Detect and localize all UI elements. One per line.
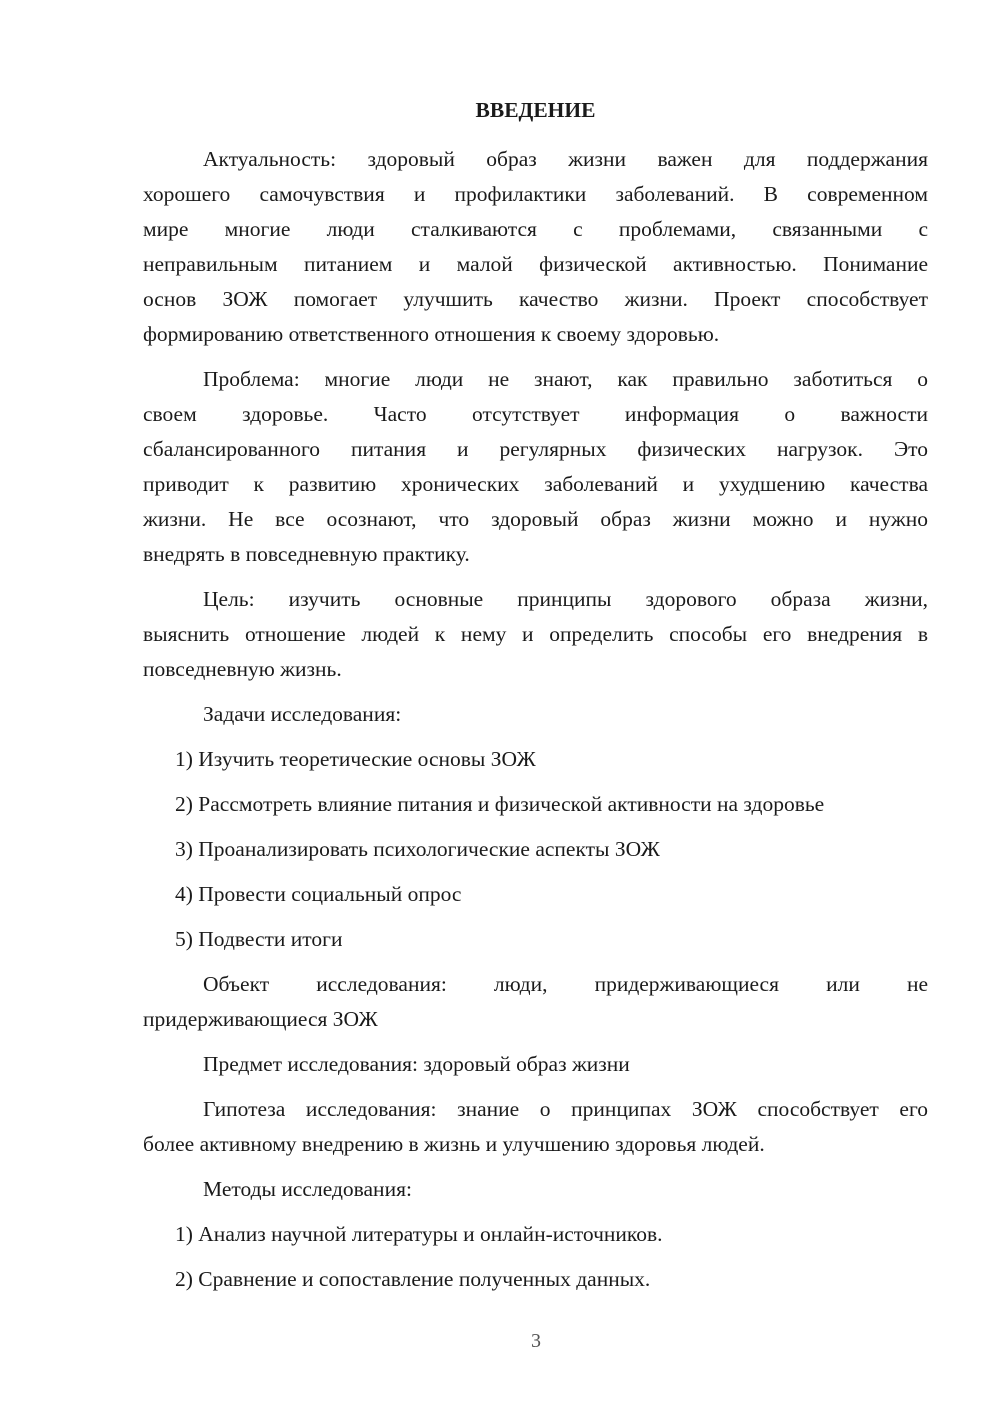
text-line: повседневную жизнь. (143, 657, 342, 681)
paragraph (143, 1047, 928, 1082)
text-line: придерживающиеся ЗОЖ (143, 1007, 378, 1031)
text-line: мире многие люди сталкиваются с проблемами, связанными с (143, 217, 928, 241)
text-line: формированию ответственного отношения к своему здоровью. (143, 322, 720, 346)
text-line: Актуальность: здоровый образ жизни важен для поддержания (203, 147, 928, 171)
text-line: жизни. Не все осознают, что здоровый образ жизни можно и нужно (143, 507, 928, 531)
text-line: хорошего самочувствия и профилактики заболеваний. В современном (143, 182, 928, 206)
text-line: Цель: изучить основные принципы здорового образа жизни, (203, 587, 928, 611)
list-item: 2) Рассмотреть влияние питания и физической активности на здоровье (175, 792, 825, 816)
text-line: своем здоровье. Часто отсутствует информация о важности (143, 402, 928, 426)
text-line: Задачи исследования: (203, 702, 402, 726)
text-line: выяснить отношение людей к нему и определить способы его внедрения в (143, 622, 928, 646)
list-item: 2) Сравнение и сопоставление полученных данных. (175, 1267, 651, 1291)
section-title: ВВЕДЕНИЕ (475, 98, 596, 122)
page-number: 3 (531, 1330, 541, 1352)
text-line: неправильным питанием и малой физической активностью. Понимание (143, 252, 928, 276)
text-line: основ ЗОЖ помогает улучшить качество жизни. Проект способствует (143, 287, 928, 311)
paragraph (143, 362, 928, 572)
list-item: 1) Изучить теоретические основы ЗОЖ (175, 747, 536, 771)
text-line: Методы исследования: (203, 1177, 412, 1201)
text-line: приводит к развитию хронических заболеваний и ухудшению качества (143, 472, 928, 496)
list-item: 1) Анализ научной литературы и онлайн-источников. (175, 1222, 663, 1246)
paragraph (143, 967, 928, 1037)
text-line: Проблема: многие люди не знают, как правильно заботиться о (203, 367, 928, 391)
list-item: 3) Проанализировать психологические аспекты ЗОЖ (175, 837, 660, 861)
text-line: внедрять в повседневную практику. (143, 542, 470, 566)
paragraph (143, 142, 928, 352)
paragraph (143, 582, 928, 687)
paragraph (143, 1092, 928, 1162)
text-line: сбалансированного питания и регулярных физических нагрузок. Это (143, 437, 928, 461)
document-body (143, 142, 928, 1297)
text-line: Объект исследования: люди, придерживающиеся или не (203, 972, 928, 996)
text-line: Предмет исследования: здоровый образ жизни (203, 1052, 630, 1076)
paragraph (143, 1172, 928, 1207)
paragraph (143, 697, 928, 732)
text-line: Гипотеза исследования: знание о принципах ЗОЖ способствует его (203, 1097, 928, 1121)
text-line: более активному внедрению в жизнь и улучшению здоровья людей. (143, 1132, 765, 1156)
document-page (143, 93, 928, 1307)
list-item: 5) Подвести итоги (175, 927, 343, 951)
list-item: 4) Провести социальный опрос (175, 882, 462, 906)
